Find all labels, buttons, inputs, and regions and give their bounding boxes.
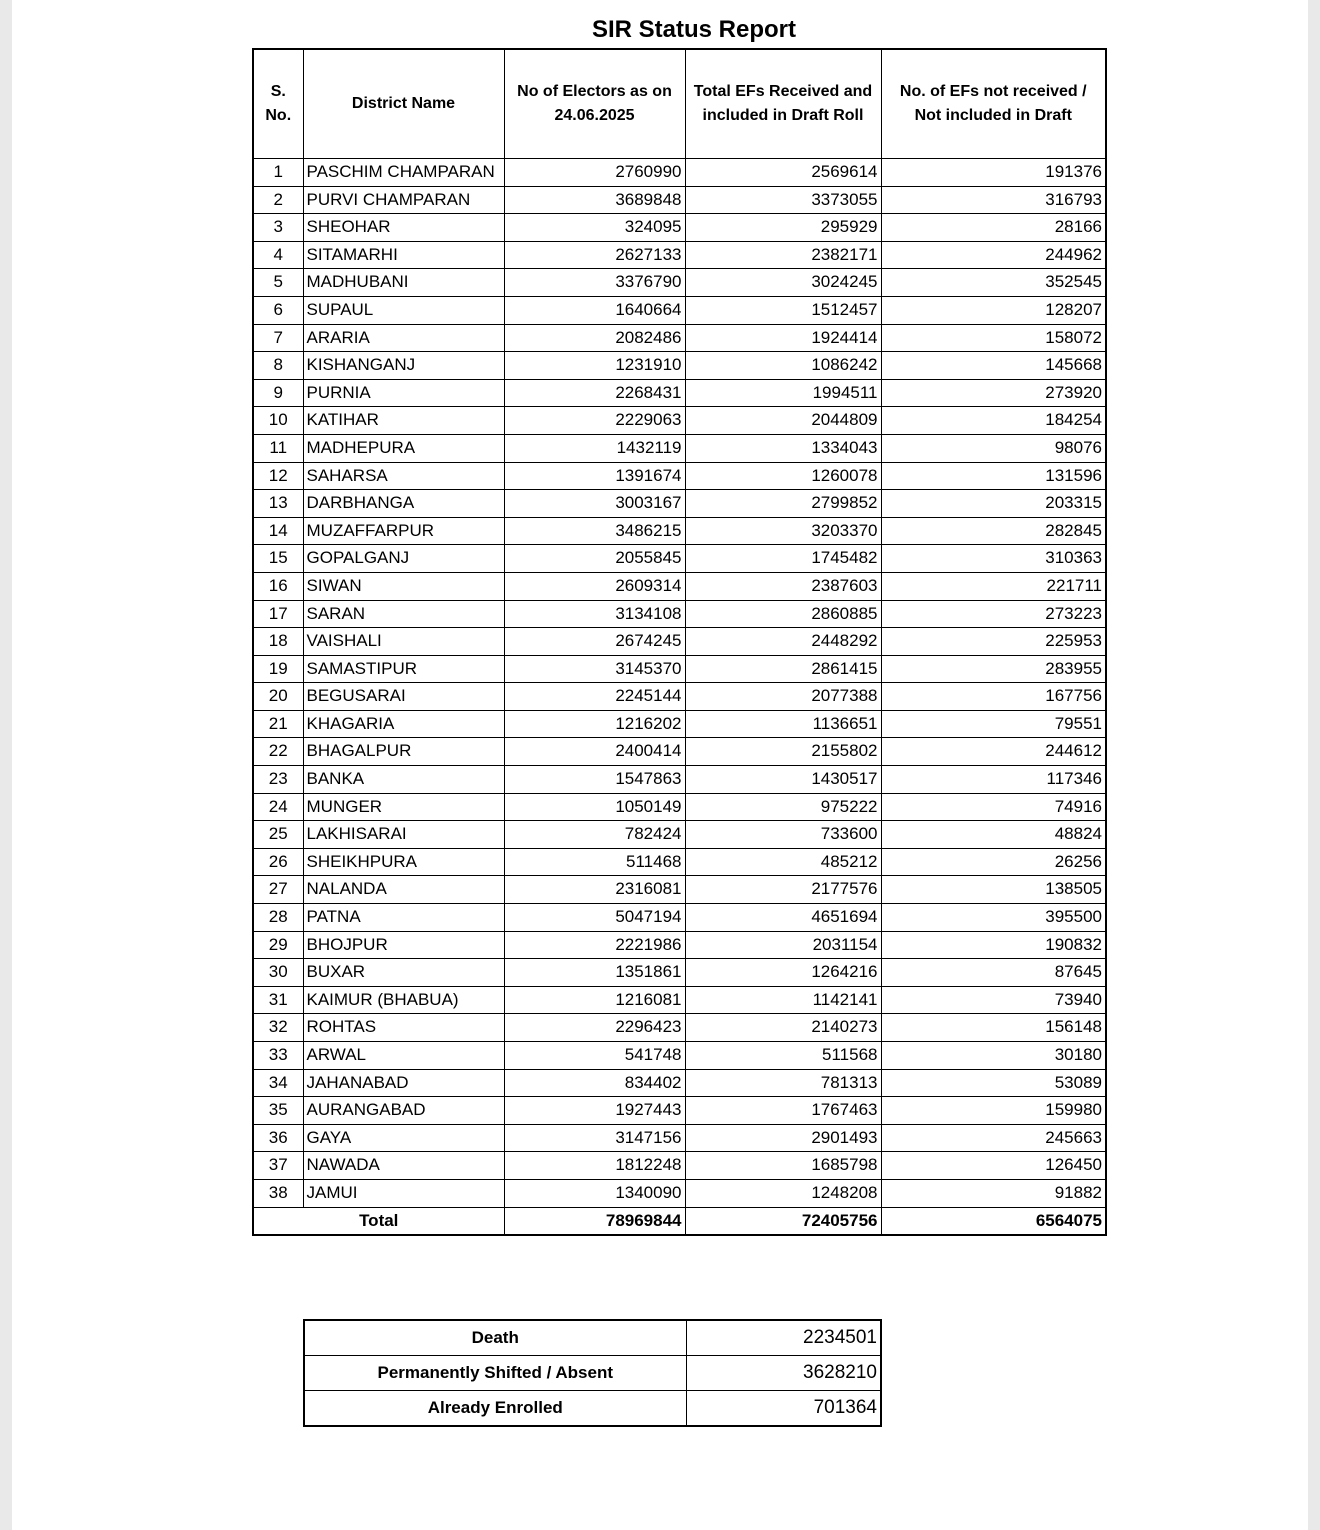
cell-received: 1334043 xyxy=(685,434,881,462)
cell-sno: 12 xyxy=(253,462,303,490)
cell-district-name: PATNA xyxy=(303,904,504,932)
cell-sno: 33 xyxy=(253,1042,303,1070)
table-row xyxy=(253,269,1106,297)
table-row xyxy=(253,434,1106,462)
cell-district-name: SARAN xyxy=(303,600,504,628)
cell-not-received: 53089 xyxy=(881,1069,1106,1097)
cell-electors: 3145370 xyxy=(504,655,685,683)
cell-sno: 32 xyxy=(253,1014,303,1042)
cell-district-name: VAISHALI xyxy=(303,628,504,656)
cell-district-name: NAWADA xyxy=(303,1152,504,1180)
total-electors: 78969844 xyxy=(504,1207,685,1235)
table-row xyxy=(253,738,1106,766)
table-row xyxy=(253,931,1106,959)
cell-received: 2177576 xyxy=(685,876,881,904)
cell-not-received: 48824 xyxy=(881,821,1106,849)
cell-district-name: GOPALGANJ xyxy=(303,545,504,573)
cell-sno: 14 xyxy=(253,517,303,545)
cell-district-name: GAYA xyxy=(303,1124,504,1152)
cell-received: 2031154 xyxy=(685,931,881,959)
header-received: Total EFs Received and included in Draft Roll xyxy=(685,49,881,159)
cell-not-received: 167756 xyxy=(881,683,1106,711)
cell-district-name: AURANGABAD xyxy=(303,1097,504,1125)
table-row xyxy=(253,710,1106,738)
summary-row xyxy=(304,1356,881,1391)
cell-electors: 2221986 xyxy=(504,931,685,959)
cell-received: 2860885 xyxy=(685,600,881,628)
cell-not-received: 273920 xyxy=(881,379,1106,407)
cell-electors: 2674245 xyxy=(504,628,685,656)
cell-sno: 13 xyxy=(253,490,303,518)
table-row xyxy=(253,1097,1106,1125)
cell-electors: 541748 xyxy=(504,1042,685,1070)
cell-not-received: 395500 xyxy=(881,904,1106,932)
cell-district-name: KISHANGANJ xyxy=(303,352,504,380)
cell-sno: 11 xyxy=(253,434,303,462)
cell-received: 3203370 xyxy=(685,517,881,545)
table-row xyxy=(253,545,1106,573)
cell-electors: 5047194 xyxy=(504,904,685,932)
cell-not-received: 87645 xyxy=(881,959,1106,987)
table-row xyxy=(253,572,1106,600)
table-row xyxy=(253,628,1106,656)
cell-district-name: PURNIA xyxy=(303,379,504,407)
table-row xyxy=(253,793,1106,821)
cell-electors: 1351861 xyxy=(504,959,685,987)
cell-district-name: DARBHANGA xyxy=(303,490,504,518)
cell-electors: 1216202 xyxy=(504,710,685,738)
table-row xyxy=(253,766,1106,794)
cell-electors: 511468 xyxy=(504,848,685,876)
summary-value: 701364 xyxy=(686,1391,881,1427)
summary-row xyxy=(304,1320,881,1356)
summary-table xyxy=(303,1319,882,1427)
table-row xyxy=(253,296,1106,324)
cell-district-name: SAMASTIPUR xyxy=(303,655,504,683)
table-row xyxy=(253,683,1106,711)
cell-sno: 2 xyxy=(253,186,303,214)
cell-electors: 3134108 xyxy=(504,600,685,628)
table-row xyxy=(253,407,1106,435)
cell-received: 2861415 xyxy=(685,655,881,683)
cell-district-name: MUNGER xyxy=(303,793,504,821)
cell-sno: 15 xyxy=(253,545,303,573)
cell-electors: 2082486 xyxy=(504,324,685,352)
cell-not-received: 28166 xyxy=(881,214,1106,242)
cell-received: 511568 xyxy=(685,1042,881,1070)
cell-not-received: 79551 xyxy=(881,710,1106,738)
cell-not-received: 145668 xyxy=(881,352,1106,380)
total-not-received: 6564075 xyxy=(881,1207,1106,1235)
cell-not-received: 74916 xyxy=(881,793,1106,821)
table-row xyxy=(253,1152,1106,1180)
table-row xyxy=(253,186,1106,214)
cell-sno: 8 xyxy=(253,352,303,380)
cell-received: 2448292 xyxy=(685,628,881,656)
cell-district-name: PASCHIM CHAMPARAN xyxy=(303,159,504,187)
table-row xyxy=(253,490,1106,518)
cell-received: 1512457 xyxy=(685,296,881,324)
cell-sno: 19 xyxy=(253,655,303,683)
table-row xyxy=(253,1014,1106,1042)
cell-not-received: 221711 xyxy=(881,572,1106,600)
cell-district-name: LAKHISARAI xyxy=(303,821,504,849)
cell-not-received: 245663 xyxy=(881,1124,1106,1152)
cell-district-name: BHOJPUR xyxy=(303,931,504,959)
cell-received: 3024245 xyxy=(685,269,881,297)
district-status-table xyxy=(252,48,1107,1236)
cell-not-received: 203315 xyxy=(881,490,1106,518)
table-header-row xyxy=(253,49,1106,159)
cell-electors: 1432119 xyxy=(504,434,685,462)
cell-received: 1767463 xyxy=(685,1097,881,1125)
cell-electors: 1391674 xyxy=(504,462,685,490)
cell-not-received: 131596 xyxy=(881,462,1106,490)
summary-value: 3628210 xyxy=(686,1356,881,1391)
table-row xyxy=(253,821,1106,849)
cell-electors: 1927443 xyxy=(504,1097,685,1125)
cell-district-name: PURVI CHAMPARAN xyxy=(303,186,504,214)
table-row xyxy=(253,1069,1106,1097)
cell-sno: 25 xyxy=(253,821,303,849)
cell-district-name: SAHARSA xyxy=(303,462,504,490)
cell-not-received: 128207 xyxy=(881,296,1106,324)
cell-district-name: SITAMARHI xyxy=(303,241,504,269)
table-row xyxy=(253,986,1106,1014)
cell-electors: 2055845 xyxy=(504,545,685,573)
cell-electors: 2760990 xyxy=(504,159,685,187)
header-district: District Name xyxy=(303,49,504,159)
cell-not-received: 126450 xyxy=(881,1152,1106,1180)
cell-received: 1745482 xyxy=(685,545,881,573)
total-label: Total xyxy=(253,1207,504,1235)
cell-received: 2387603 xyxy=(685,572,881,600)
cell-sno: 20 xyxy=(253,683,303,711)
cell-not-received: 158072 xyxy=(881,324,1106,352)
cell-received: 2901493 xyxy=(685,1124,881,1152)
table-row xyxy=(253,904,1106,932)
cell-sno: 18 xyxy=(253,628,303,656)
cell-not-received: 30180 xyxy=(881,1042,1106,1070)
header-electors: No of Electors as on 24.06.2025 xyxy=(504,49,685,159)
cell-sno: 10 xyxy=(253,407,303,435)
cell-electors: 2245144 xyxy=(504,683,685,711)
table-row xyxy=(253,1124,1106,1152)
header-sno: S. No. xyxy=(253,49,303,159)
cell-received: 781313 xyxy=(685,1069,881,1097)
cell-district-name: SIWAN xyxy=(303,572,504,600)
summary-value: 2234501 xyxy=(686,1320,881,1356)
cell-district-name: JAMUI xyxy=(303,1179,504,1207)
cell-electors: 324095 xyxy=(504,214,685,242)
cell-district-name: BEGUSARAI xyxy=(303,683,504,711)
cell-not-received: 117346 xyxy=(881,766,1106,794)
cell-received: 3373055 xyxy=(685,186,881,214)
cell-not-received: 191376 xyxy=(881,159,1106,187)
cell-district-name: KATIHAR xyxy=(303,407,504,435)
cell-sno: 5 xyxy=(253,269,303,297)
cell-received: 2140273 xyxy=(685,1014,881,1042)
table-row xyxy=(253,1042,1106,1070)
cell-district-name: BUXAR xyxy=(303,959,504,987)
cell-received: 485212 xyxy=(685,848,881,876)
report-title: SIR Status Report xyxy=(591,16,797,43)
cell-electors: 834402 xyxy=(504,1069,685,1097)
cell-sno: 38 xyxy=(253,1179,303,1207)
cell-sno: 4 xyxy=(253,241,303,269)
cell-sno: 17 xyxy=(253,600,303,628)
table-row xyxy=(253,517,1106,545)
table-row xyxy=(253,848,1106,876)
cell-sno: 9 xyxy=(253,379,303,407)
cell-sno: 34 xyxy=(253,1069,303,1097)
cell-sno: 28 xyxy=(253,904,303,932)
cell-not-received: 273223 xyxy=(881,600,1106,628)
cell-electors: 3147156 xyxy=(504,1124,685,1152)
cell-not-received: 244612 xyxy=(881,738,1106,766)
cell-received: 1248208 xyxy=(685,1179,881,1207)
cell-electors: 2316081 xyxy=(504,876,685,904)
cell-not-received: 156148 xyxy=(881,1014,1106,1042)
cell-received: 2077388 xyxy=(685,683,881,711)
cell-sno: 31 xyxy=(253,986,303,1014)
cell-district-name: ARWAL xyxy=(303,1042,504,1070)
cell-sno: 6 xyxy=(253,296,303,324)
cell-electors: 2400414 xyxy=(504,738,685,766)
cell-not-received: 184254 xyxy=(881,407,1106,435)
cell-received: 2044809 xyxy=(685,407,881,435)
table-row xyxy=(253,959,1106,987)
header-not-received: No. of EFs not received / Not included in Draft xyxy=(881,49,1106,159)
cell-district-name: MUZAFFARPUR xyxy=(303,517,504,545)
cell-not-received: 352545 xyxy=(881,269,1106,297)
cell-electors: 2609314 xyxy=(504,572,685,600)
cell-sno: 7 xyxy=(253,324,303,352)
summary-label: Death xyxy=(304,1320,686,1356)
cell-electors: 1231910 xyxy=(504,352,685,380)
cell-received: 733600 xyxy=(685,821,881,849)
cell-district-name: SHEIKHPURA xyxy=(303,848,504,876)
table-row xyxy=(253,1179,1106,1207)
cell-not-received: 190832 xyxy=(881,931,1106,959)
cell-district-name: KAIMUR (BHABUA) xyxy=(303,986,504,1014)
cell-sno: 1 xyxy=(253,159,303,187)
cell-district-name: MADHUBANI xyxy=(303,269,504,297)
cell-received: 1086242 xyxy=(685,352,881,380)
cell-sno: 30 xyxy=(253,959,303,987)
cell-not-received: 73940 xyxy=(881,986,1106,1014)
cell-sno: 36 xyxy=(253,1124,303,1152)
table-row xyxy=(253,324,1106,352)
cell-electors: 782424 xyxy=(504,821,685,849)
cell-not-received: 316793 xyxy=(881,186,1106,214)
total-row xyxy=(253,1207,1106,1235)
cell-district-name: ARARIA xyxy=(303,324,504,352)
cell-received: 295929 xyxy=(685,214,881,242)
table-row xyxy=(253,379,1106,407)
cell-sno: 35 xyxy=(253,1097,303,1125)
cell-sno: 27 xyxy=(253,876,303,904)
cell-electors: 1340090 xyxy=(504,1179,685,1207)
cell-electors: 2268431 xyxy=(504,379,685,407)
cell-received: 975222 xyxy=(685,793,881,821)
cell-district-name: BHAGALPUR xyxy=(303,738,504,766)
cell-not-received: 225953 xyxy=(881,628,1106,656)
cell-district-name: ROHTAS xyxy=(303,1014,504,1042)
cell-electors: 2627133 xyxy=(504,241,685,269)
cell-district-name: JAHANABAD xyxy=(303,1069,504,1097)
total-received: 72405756 xyxy=(685,1207,881,1235)
cell-electors: 1547863 xyxy=(504,766,685,794)
cell-district-name: NALANDA xyxy=(303,876,504,904)
cell-received: 1136651 xyxy=(685,710,881,738)
cell-not-received: 91882 xyxy=(881,1179,1106,1207)
cell-sno: 37 xyxy=(253,1152,303,1180)
cell-not-received: 310363 xyxy=(881,545,1106,573)
cell-not-received: 98076 xyxy=(881,434,1106,462)
cell-electors: 3003167 xyxy=(504,490,685,518)
cell-received: 1994511 xyxy=(685,379,881,407)
cell-not-received: 283955 xyxy=(881,655,1106,683)
cell-sno: 26 xyxy=(253,848,303,876)
cell-not-received: 26256 xyxy=(881,848,1106,876)
cell-electors: 3689848 xyxy=(504,186,685,214)
cell-received: 1142141 xyxy=(685,986,881,1014)
table-row xyxy=(253,876,1106,904)
cell-district-name: BANKA xyxy=(303,766,504,794)
cell-received: 1430517 xyxy=(685,766,881,794)
table-row xyxy=(253,241,1106,269)
cell-electors: 1640664 xyxy=(504,296,685,324)
cell-received: 1264216 xyxy=(685,959,881,987)
cell-district-name: SUPAUL xyxy=(303,296,504,324)
cell-electors: 1216081 xyxy=(504,986,685,1014)
table-row xyxy=(253,600,1106,628)
cell-not-received: 138505 xyxy=(881,876,1106,904)
cell-sno: 22 xyxy=(253,738,303,766)
summary-label: Already Enrolled xyxy=(304,1391,686,1427)
cell-sno: 29 xyxy=(253,931,303,959)
cell-not-received: 282845 xyxy=(881,517,1106,545)
cell-received: 2382171 xyxy=(685,241,881,269)
cell-sno: 21 xyxy=(253,710,303,738)
cell-not-received: 244962 xyxy=(881,241,1106,269)
cell-received: 2155802 xyxy=(685,738,881,766)
cell-electors: 3486215 xyxy=(504,517,685,545)
cell-electors: 2229063 xyxy=(504,407,685,435)
table-row xyxy=(253,352,1106,380)
cell-electors: 1050149 xyxy=(504,793,685,821)
cell-received: 2799852 xyxy=(685,490,881,518)
cell-district-name: MADHEPURA xyxy=(303,434,504,462)
table-row xyxy=(253,214,1106,242)
summary-label: Permanently Shifted / Absent xyxy=(304,1356,686,1391)
cell-sno: 23 xyxy=(253,766,303,794)
cell-electors: 3376790 xyxy=(504,269,685,297)
cell-received: 1260078 xyxy=(685,462,881,490)
cell-received: 2569614 xyxy=(685,159,881,187)
cell-sno: 16 xyxy=(253,572,303,600)
cell-sno: 24 xyxy=(253,793,303,821)
summary-row xyxy=(304,1391,881,1427)
table-row xyxy=(253,655,1106,683)
cell-district-name: SHEOHAR xyxy=(303,214,504,242)
cell-electors: 1812248 xyxy=(504,1152,685,1180)
cell-not-received: 159980 xyxy=(881,1097,1106,1125)
cell-received: 4651694 xyxy=(685,904,881,932)
cell-district-name: KHAGARIA xyxy=(303,710,504,738)
table-row xyxy=(253,462,1106,490)
cell-received: 1924414 xyxy=(685,324,881,352)
cell-sno: 3 xyxy=(253,214,303,242)
cell-electors: 2296423 xyxy=(504,1014,685,1042)
cell-received: 1685798 xyxy=(685,1152,881,1180)
table-row xyxy=(253,159,1106,187)
